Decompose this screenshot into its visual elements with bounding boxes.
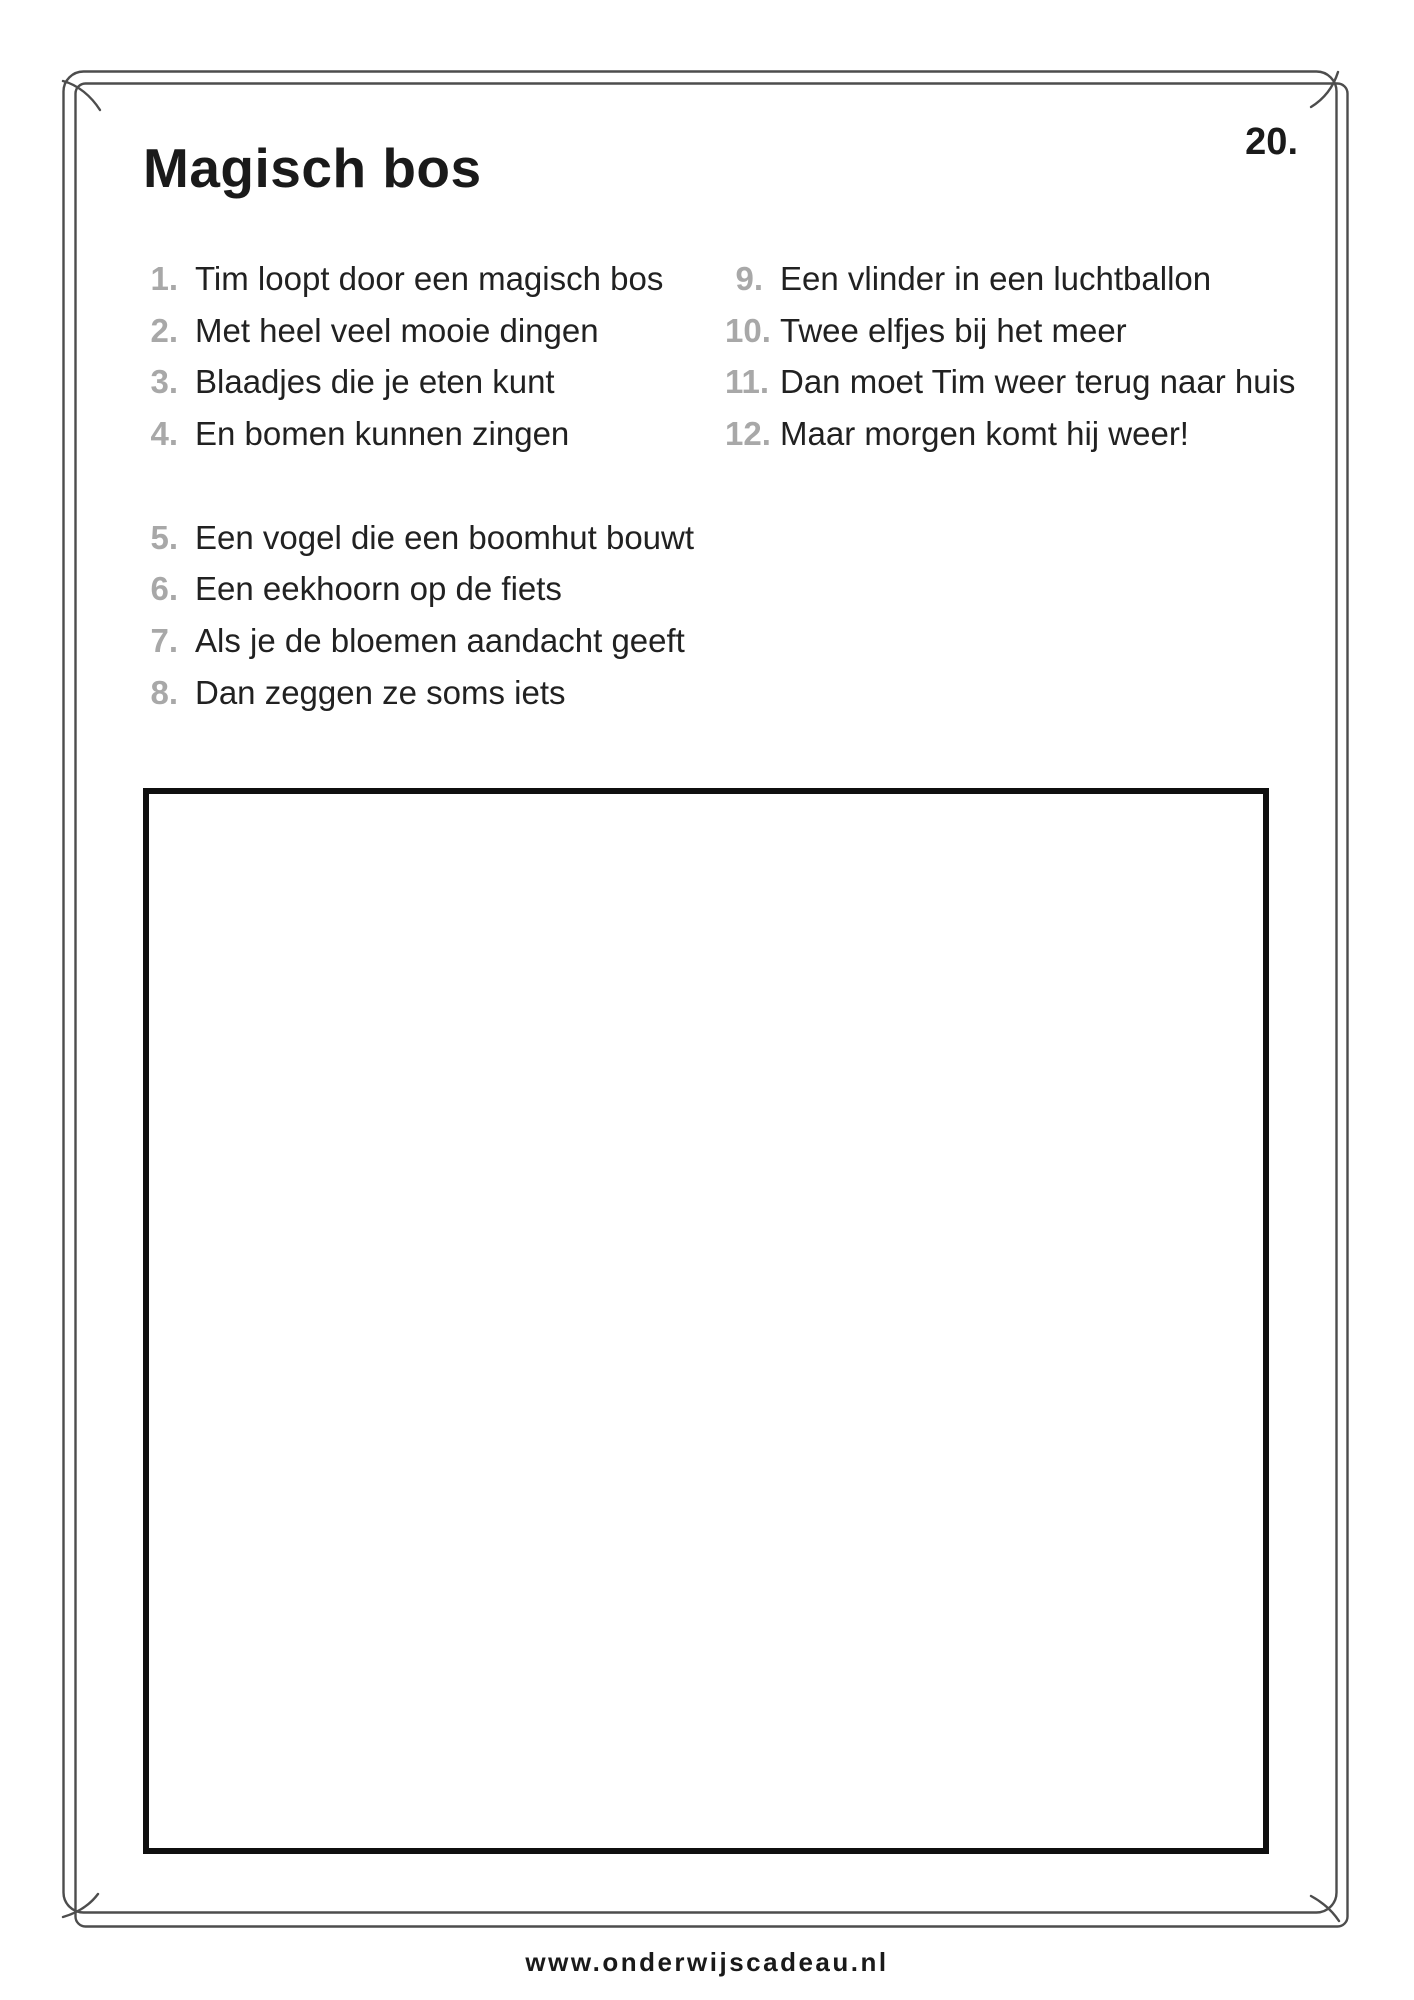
line-number: 12. (725, 415, 771, 453)
line-text: Met heel veel mooie dingen (195, 311, 599, 349)
line-number: 4. (150, 415, 178, 453)
line-text: Een vlinder in een luchtballon (780, 260, 1212, 297)
frame-corner-curl-top-left (63, 81, 100, 110)
line-number: 5. (150, 518, 178, 556)
poem-line (725, 253, 1295, 305)
line-number: 8. (150, 673, 178, 711)
drawing-box (143, 788, 1269, 1854)
line-number: 3. (150, 363, 178, 401)
line-text: Een vogel die een boomhut bouwt (195, 518, 695, 556)
line-text: En bomen kunnen zingen (195, 415, 570, 453)
poem-line (140, 305, 694, 357)
page-title: Magisch bos (143, 137, 482, 199)
poem-line (725, 408, 1295, 460)
frame-corner-curl-bottom-right (1311, 1896, 1339, 1921)
line-number: 2. (150, 311, 178, 349)
line-number: 9. (735, 260, 763, 297)
footer-url: www.onderwijscadeau.nl (525, 1947, 889, 1977)
line-text: Blaadjes die je eten kunt (195, 363, 555, 401)
poem-line (140, 356, 694, 408)
line-text: Dan zeggen ze soms iets (195, 673, 566, 711)
frame-corner-curl-bottom-left (63, 1894, 98, 1917)
poem-line (725, 356, 1295, 408)
poem-line (140, 253, 694, 305)
line-number: 1. (150, 260, 178, 297)
line-text: Maar morgen komt hij weer! (780, 415, 1189, 453)
poem-line (140, 408, 694, 460)
poem-column-left (140, 253, 694, 718)
line-text: Als je de bloemen aandacht geeft (195, 621, 685, 659)
line-text: Twee elfjes bij het meer (780, 311, 1127, 349)
poem-line (725, 305, 1295, 357)
line-number: 6. (150, 570, 178, 608)
line-text: Een eekhoorn op de fiets (195, 570, 562, 608)
line-text: Tim loopt door een magisch bos (195, 260, 664, 297)
frame-corner-curl-top-right (1311, 72, 1338, 107)
page-number: 20. (1245, 121, 1298, 163)
line-number: 7. (150, 621, 178, 659)
poem-line (140, 512, 694, 564)
poem-column-right (725, 253, 1295, 460)
poem-line (140, 563, 694, 615)
line-number: 11. (725, 363, 770, 401)
line-number: 10. (725, 311, 771, 349)
poem-line (140, 615, 694, 667)
poem-line (140, 667, 694, 719)
line-text: Dan moet Tim weer terug naar huis (780, 363, 1296, 401)
